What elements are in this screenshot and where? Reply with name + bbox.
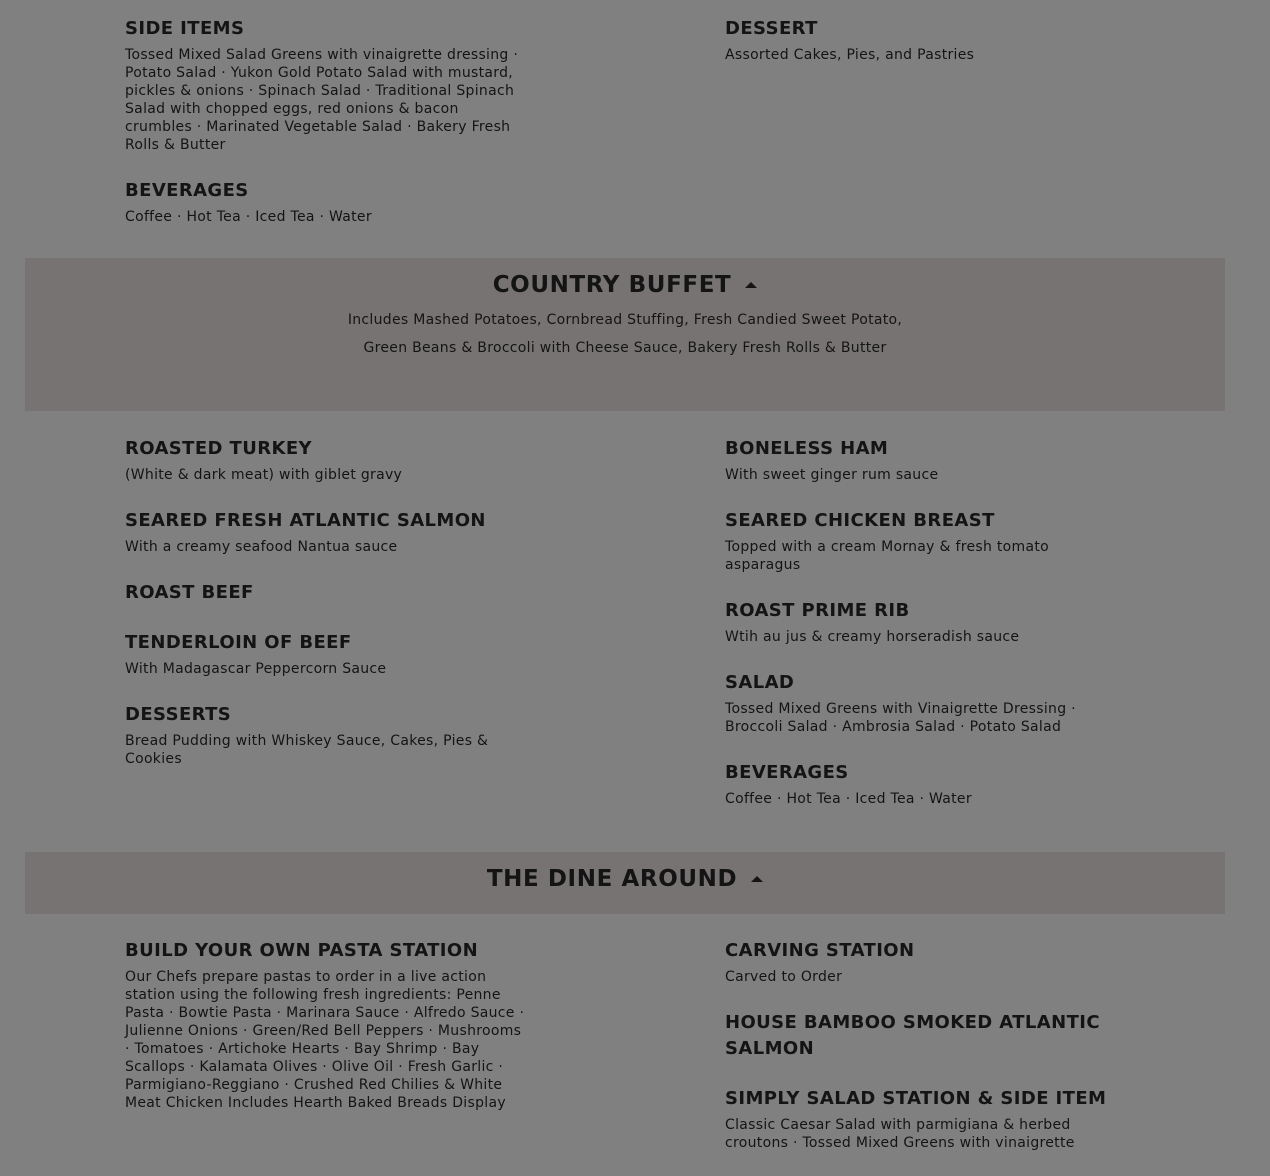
menu-item-title: BEVERAGES (725, 762, 849, 783)
menu-item-title: ROASTED TURKEY (125, 438, 312, 459)
caret-up-icon[interactable] (745, 282, 757, 288)
menu-item-description: Coffee · Hot Tea · Iced Tea · Water (125, 209, 372, 225)
menu-item-description: Our Chefs prepare pastas to order in a live action station using the following fresh ingredients: Penne Pasta · Bowtie Pasta · Marinara Sauce · Alfredo Sauce · Julienne Onions · Green/Red Bell Peppers · Mushrooms · Tomatoes · Artichoke Hearts · Bay Shrimp · Bay Scallops · Kalamata Olives · Olive Oil · Fresh Garlic · Parmigiano-Reggiano · Crushed Red Chilies & White Meat Chicken Includes Hearth Baked Breads Display (125, 969, 525, 1111)
menu-item-description: (White & dark meat) with giblet gravy (125, 467, 403, 483)
dine-around-title-row[interactable] (487, 866, 763, 892)
menu-item-dessert (725, 16, 1125, 64)
menu-item-pasta-station (125, 938, 525, 1112)
menu-item-tenderloin (125, 630, 525, 678)
menu-item-desserts (125, 702, 525, 768)
menu-item-description: Topped with a cream Mornay & fresh tomato asparagus (725, 539, 1050, 573)
country-buffet-left-column (125, 436, 525, 792)
caret-up-icon[interactable] (751, 876, 763, 882)
menu-item-description: Assorted Cakes, Pies, and Pastries (725, 47, 975, 63)
menu-item-title: BEVERAGES (125, 180, 249, 201)
dine-around-header[interactable] (25, 852, 1225, 914)
menu-item-seared-salmon (125, 508, 525, 556)
top-left-column (125, 16, 525, 250)
menu-item-description: With Madagascar Peppercorn Sauce (125, 661, 387, 677)
menu-item-roast-beef (125, 580, 525, 606)
menu-item-title: TENDERLOIN OF BEEF (125, 632, 352, 653)
menu-item-carving-station (725, 938, 1125, 986)
menu-item-seared-chicken (725, 508, 1125, 574)
menu-item-description: Bread Pudding with Whiskey Sauce, Cakes, Pies & Cookies (125, 733, 489, 767)
menu-item-salad-station (725, 1086, 1125, 1152)
section-title: COUNTRY BUFFET (492, 272, 732, 298)
menu-item-title: BUILD YOUR OWN PASTA STATION (125, 940, 479, 961)
menu-item-description: Classic Caesar Salad with parmigiana & herbed croutons · Tossed Mixed Greens with vinaigrette (725, 1117, 1075, 1151)
menu-item-title: SEARED FRESH ATLANTIC SALMON (125, 510, 486, 531)
menu-item-boneless-ham (725, 436, 1125, 484)
menu-item-roasted-turkey (125, 436, 525, 484)
menu-item-title: DESSERT (725, 18, 818, 39)
menu-item-title: SALAD (725, 672, 795, 693)
menu-item-description: Tossed Mixed Greens with Vinaigrette Dressing · Broccoli Salad · Ambrosia Salad · Potato Salad (725, 701, 1076, 735)
menu-item-description: With a creamy seafood Nantua sauce (125, 539, 398, 555)
menu-item-title: CARVING STATION (725, 940, 915, 961)
menu-item-smoked-salmon (725, 1010, 1125, 1062)
menu-item-title: SIMPLY SALAD STATION & SIDE ITEM (725, 1088, 1107, 1109)
menu-item-side-items (125, 16, 525, 154)
country-buffet-right-column (725, 436, 1125, 832)
menu-item-title: ROAST PRIME RIB (725, 600, 910, 621)
section-title: THE DINE AROUND (486, 866, 738, 892)
menu-item-description: Tossed Mixed Salad Greens with vinaigrette dressing · Potato Salad · Yukon Gold Potato Salad with mustard, pickles & onions · Spinach Salad · Traditional Spinach Salad with chopped eggs, red onions & bacon crumbles · Marinated Vegetable Salad · Bakery Fresh Rolls & Butter (125, 47, 519, 153)
menu-item-beverages (725, 760, 1125, 808)
menu-item-beverages (125, 178, 525, 226)
top-right-column (725, 16, 1125, 88)
country-buffet-title-row[interactable] (493, 272, 758, 298)
dine-around-left-column (125, 938, 525, 1136)
menu-item-description: Wtih au jus & creamy horseradish sauce (725, 629, 1020, 645)
menu-item-title: DESSERTS (125, 704, 232, 725)
section-description: Includes Mashed Potatoes, Cornbread Stuffing, Fresh Candied Sweet Potato, Green Beans & Broccoli with Cheese Sauce, Bakery Fresh Rolls & Butter (347, 312, 903, 356)
menu-item-description: Carved to Order (725, 969, 843, 985)
menu-item-title: BONELESS HAM (725, 438, 889, 459)
menu-item-title: HOUSE BAMBOO SMOKED ATLANTIC SALMON (725, 1012, 1100, 1059)
menu-item-title: ROAST BEEF (125, 582, 254, 603)
menu-item-prime-rib (725, 598, 1125, 646)
menu-item-salad (725, 670, 1125, 736)
country-buffet-header[interactable] (25, 258, 1225, 411)
menu-item-title: SIDE ITEMS (125, 18, 245, 39)
menu-item-description: With sweet ginger rum sauce (725, 467, 939, 483)
dine-around-right-column (725, 938, 1125, 1176)
menu-item-description: Coffee · Hot Tea · Iced Tea · Water (725, 791, 972, 807)
menu-item-title: SEARED CHICKEN BREAST (725, 510, 995, 531)
